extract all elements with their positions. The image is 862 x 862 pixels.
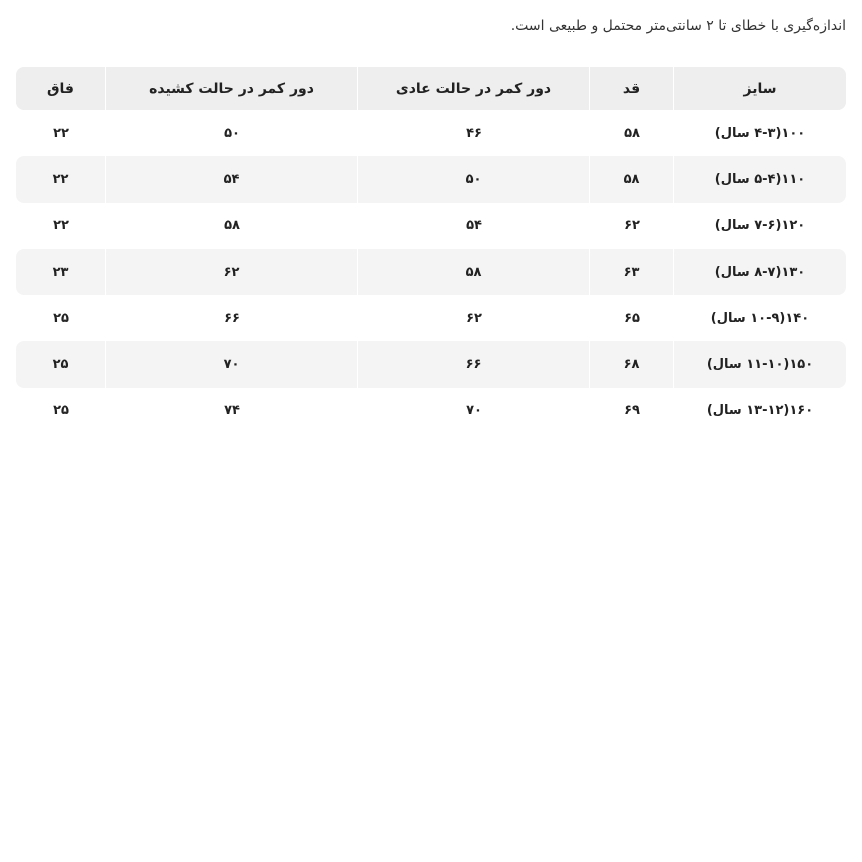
cell-waist-normal: ۵۸	[358, 249, 590, 295]
cell-size: ۱۲۰(۷-۶ سال)	[714, 218, 806, 234]
cell-waist-normal: ۵۰	[358, 156, 590, 202]
cell-crotch: ۲۲	[53, 125, 69, 141]
cell-crotch: ۲۵	[53, 310, 69, 326]
header-waist-normal: دور کمر در حالت عادی	[358, 67, 590, 110]
cell-waist-stretched: ۵۰	[224, 125, 240, 141]
cell-size: ۱۰۰(۴-۳ سال)	[714, 125, 806, 141]
cell-waist-stretched: ۶۶	[224, 310, 240, 326]
cell-height: ۶۸	[590, 341, 674, 387]
cell-crotch: ۲۵	[53, 403, 69, 419]
cell-waist-normal: ۶۲	[466, 310, 482, 326]
table-row	[16, 388, 846, 434]
cell-waist-normal: ۶۶	[358, 341, 590, 387]
table-header-row	[16, 67, 846, 110]
table-row	[16, 341, 846, 387]
cell-height: ۶۵	[624, 310, 640, 326]
size-table	[16, 67, 846, 434]
cell-waist-normal: ۷۰	[466, 403, 482, 419]
header-crotch: فاق	[16, 67, 106, 110]
cell-height: ۶۳	[590, 249, 674, 295]
table-row	[16, 203, 846, 249]
cell-waist-stretched: ۷۰	[106, 341, 358, 387]
cell-height: ۶۹	[624, 403, 640, 419]
cell-size: ۱۴۰(۱۰-۹ سال)	[710, 310, 810, 326]
cell-waist-normal: ۴۶	[466, 125, 482, 141]
cell-height: ۵۸	[624, 125, 640, 141]
cell-size: ۱۳۰(۸-۷ سال)	[674, 249, 846, 295]
header-size: سایز	[674, 67, 846, 110]
measurement-note: اندازه‌گیری با خطای تا ۲ سانتی‌متر محتمل و طبیعی است.	[510, 18, 846, 34]
cell-size: ۱۱۰(۵-۴ سال)	[674, 156, 846, 202]
cell-height: ۵۸	[590, 156, 674, 202]
cell-height: ۶۲	[624, 218, 640, 234]
cell-crotch: ۲۲	[53, 218, 69, 234]
cell-waist-normal: ۵۴	[466, 218, 482, 234]
cell-waist-stretched: ۵۴	[106, 156, 358, 202]
cell-waist-stretched: ۷۴	[224, 403, 240, 419]
cell-crotch: ۲۳	[16, 249, 106, 295]
cell-waist-stretched: ۶۲	[106, 249, 358, 295]
cell-crotch: ۲۵	[16, 341, 106, 387]
cell-crotch: ۲۲	[16, 156, 106, 202]
table-row	[16, 110, 846, 156]
cell-waist-stretched: ۵۸	[224, 218, 240, 234]
cell-size: ۱۵۰(۱۱-۱۰ سال)	[674, 341, 846, 387]
header-waist-stretched: دور کمر در حالت کشیده	[106, 67, 358, 110]
cell-size: ۱۶۰(۱۳-۱۲ سال)	[706, 403, 814, 419]
table-row	[16, 295, 846, 341]
table-row	[16, 249, 846, 295]
table-row	[16, 156, 846, 202]
header-height: قد	[590, 67, 674, 110]
